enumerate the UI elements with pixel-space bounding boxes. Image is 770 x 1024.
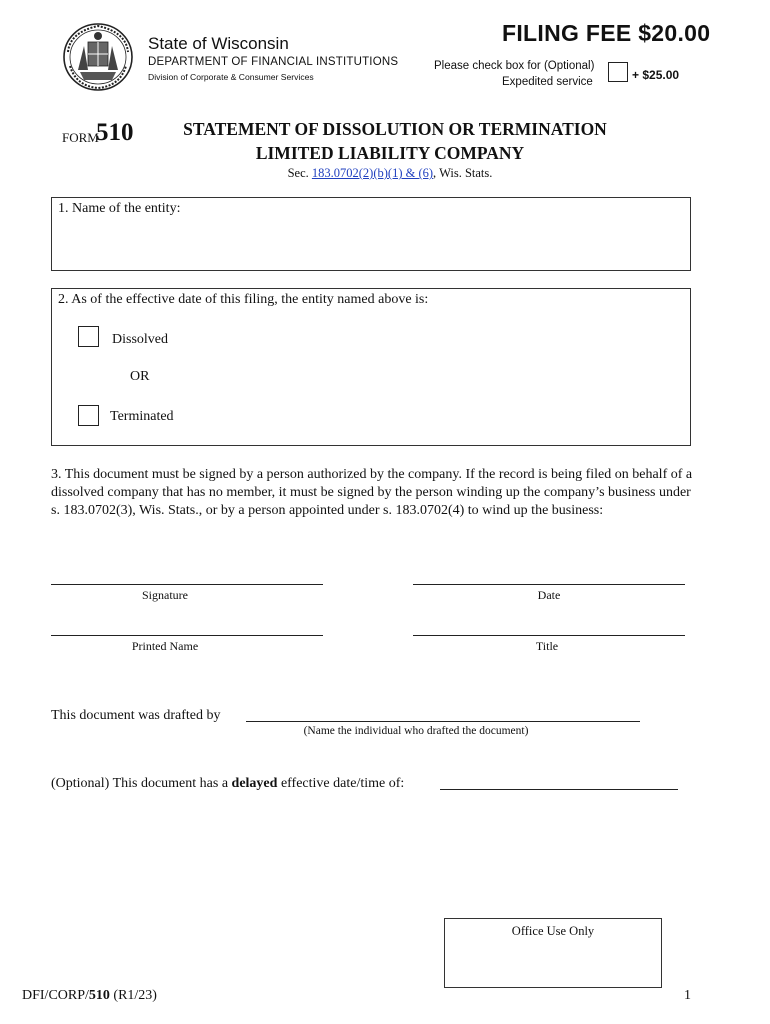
division-name: Division of Corporate & Consumer Services [148, 72, 314, 82]
dissolved-label: Dissolved [112, 332, 168, 347]
printed-name-line[interactable] [51, 635, 323, 636]
date-caption: Date [537, 588, 561, 602]
form-label: FORM [62, 130, 99, 145]
delayed-prefix: (Optional) This document has a [51, 776, 232, 791]
wisconsin-state-seal-icon [62, 22, 134, 92]
page-number: 1 [684, 988, 691, 1003]
delayed-bold: delayed [231, 776, 278, 791]
title-line[interactable] [413, 635, 685, 636]
form-code-number: 510 [88, 988, 110, 1003]
state-name: State of Wisconsin [148, 34, 289, 53]
statute-reference [0, 166, 770, 181]
signature-caption: Signature [142, 588, 188, 602]
department-name: DEPARTMENT OF FINANCIAL INSTITUTIONS [148, 56, 399, 68]
office-use-label: Office Use Only [511, 924, 595, 938]
drafted-by-label: This document was drafted by [51, 708, 221, 723]
title-caption: Title [535, 639, 559, 653]
delayed-suffix: effective date/time of: [277, 776, 405, 791]
signing-instructions: 3. This document must be signed by a person authorized by the company. If the record is being filed on behalf of a dissolved company that has no member, it must be signed by the person winding up the company’s business under s. 183.0702(3), Wis. Stats., or by a person appointed under s. 183.0702(4) to wind up the business: [51, 467, 693, 518]
or-label: OR [130, 369, 150, 384]
form-title-line2: LIMITED LIABILITY COMPANY [255, 143, 525, 163]
statute-link[interactable]: 183.0702(2)(b)(1) & (6) [311, 166, 434, 180]
expedited-label-line2: Expedited service [502, 76, 593, 88]
printed-name-caption: Printed Name [131, 639, 199, 653]
expedited-fee: + $25.00 [632, 68, 680, 82]
expedited-service-checkbox[interactable] [608, 62, 628, 82]
statute-suffix: , Wis. Stats. [433, 166, 493, 180]
form-title-line1: STATEMENT OF DISSOLUTION OR TERMINATION [183, 119, 607, 139]
entity-name-label: 1. Name of the entity: [58, 201, 181, 216]
drafted-by-caption: (Name the individual who drafted the document) [303, 725, 529, 737]
terminated-checkbox[interactable] [78, 405, 99, 426]
form-code-prefix: DFI/CORP/ [22, 988, 89, 1003]
entity-status-label: 2. As of the effective date of this filing, the entity named above is: [58, 292, 429, 307]
signature-line[interactable] [51, 584, 323, 585]
statute-prefix: Sec. [287, 166, 312, 180]
date-line[interactable] [413, 584, 685, 585]
expedited-label-line1: Please check box for (Optional) [434, 60, 595, 72]
filing-fee: FILING FEE $20.00 [502, 20, 711, 46]
delayed-date-label [51, 776, 404, 792]
form-code-suffix: (R1/23) [109, 988, 157, 1003]
drafted-by-line[interactable] [246, 721, 640, 722]
dissolved-checkbox[interactable] [78, 326, 99, 347]
form-code [22, 988, 157, 1004]
form-number: 510 [96, 119, 134, 146]
terminated-label: Terminated [110, 409, 174, 424]
delayed-date-line[interactable] [440, 789, 678, 790]
